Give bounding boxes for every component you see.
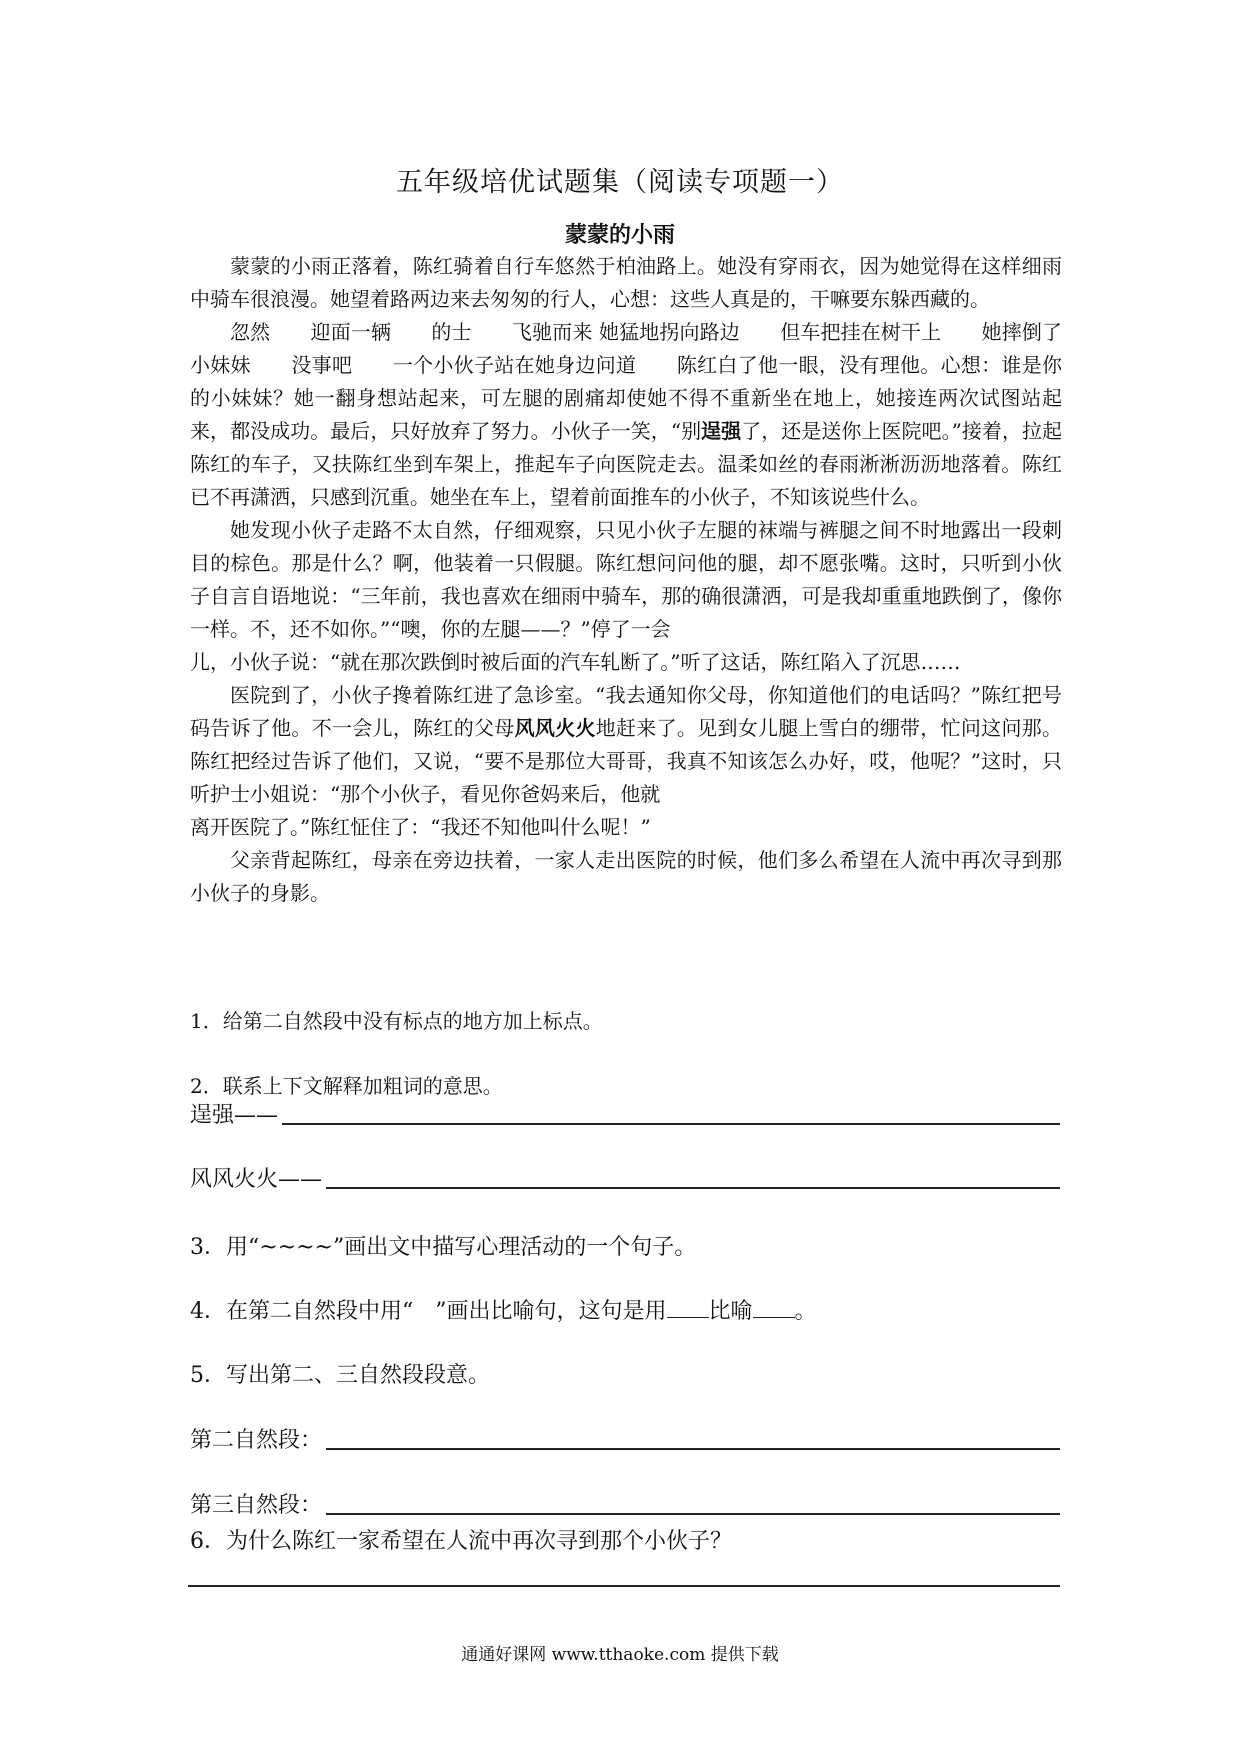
blank-1[interactable] <box>667 1316 709 1318</box>
paragraph-5: 父亲背起陈红，母亲在旁边扶着，一家人走出医院的时候，他们多么希望在人流中再次寻到那小伙子的身影。 <box>190 848 1062 905</box>
footer-credit: 通通好课网 www.tthaoke.com 提供下载 <box>461 1645 779 1665</box>
para2-label: 第二自然段： <box>190 1428 323 1453</box>
answer-line-word2[interactable] <box>326 1186 1060 1189</box>
answer-row-word1 <box>190 1098 1060 1129</box>
story-text <box>190 250 1102 910</box>
question-6: 6．为什么陈红一家希望在人流中再次寻到那个小伙子？ <box>190 1529 732 1554</box>
answer-row-word2 <box>190 1162 1060 1193</box>
answer-line-q6[interactable] <box>188 1585 1060 1587</box>
answer-line-para2[interactable] <box>326 1447 1060 1450</box>
answer-row-para2 <box>190 1423 1060 1454</box>
word2-label: 风风火火—— <box>190 1167 323 1192</box>
document-title: 五年级培优试题集（阅读专项题一） <box>396 167 844 198</box>
answer-row-para3 <box>190 1488 1060 1519</box>
paragraph-1: 蒙蒙的小雨正落着，陈红骑着自行车悠然于柏油路上。她没有穿雨衣，因为她觉得在这样细雨中骑车很浪漫。她望着路两边来去匆匆的行人，心想：这些人真是的，干嘛要东躲西藏的。 <box>190 254 1062 311</box>
question-4 <box>190 1294 817 1325</box>
question-1: 1．给第二自然段中没有标点的地方加上标点。 <box>190 1009 603 1033</box>
question-4-part-c: 。 <box>794 1299 817 1324</box>
answer-line-para3[interactable] <box>326 1512 1060 1515</box>
question-4-part-a: 4．在第二自然段中用“ ”画出比喻句，这句是用 <box>190 1299 667 1324</box>
paragraph-4: 医院到了，小伙子搀着陈红进了急诊室。“我去通知你父母，你知道他们的电话吗？”陈红把号码告诉了他。不一会儿，陈红的父母风风火火地赶来了。见到女儿腿上雪白的绷带，忙问这问那。陈红把经过告诉了他们，又说，“要不是那位大哥哥，我真不知该怎么办好，哎，他呢？”这时，只听护士小姐说：“那个小伙子，看见你爸妈来后，他就 <box>190 683 1063 806</box>
paragraph-4-continued: 离开医院了。”陈红怔住了：“我还不知他叫什么呢！” <box>190 815 651 839</box>
word1-label: 逞强—— <box>190 1103 279 1128</box>
question-2: 2．联系上下文解释加粗词的意思。 <box>190 1074 503 1098</box>
paragraph-3: 她发现小伙子走路不太自然，仔细观察，只见小伙子左腿的袜端与裤腿之间不时地露出一段刺目的棕色。那是什么？啊，他装着一只假腿。陈红想问问他的腿，却不愿张嘴。这时，只听到小伙子自言自语地说：“三年前，我也喜欢在细雨中骑车，那的确很潇洒，可是我却重重地跌倒了，像你一样。不，还不如你。”“噢，你的左腿——？”停了一会 <box>190 518 1062 641</box>
question-3: 3．用“~~~~”画出文中描写心理活动的一个句子。 <box>190 1235 697 1260</box>
emphasized-word: 风风火火 <box>514 716 596 740</box>
paragraph-3-continued: 儿，小伙子说：“就在那次跌倒时被后面的汽车轧断了。”听了这话，陈红陷入了沉思…… <box>190 650 961 674</box>
emphasized-word: 逞强 <box>701 419 742 443</box>
paragraph-2: 忽然 迎面一辆 的士 飞驰而来 她猛地拐向路边 但车把挂在树干上 她摔倒了 小妹妹 没事吧 一个小伙子站在她身边问道 陈红白了他一眼，没有理他。心想：谁是你的小妹妹？她一翻身想站起来，可左腿的剧痛却使她不得不重新坐在地上，她接连两次试图站起来，都没成功。最后，只好放弃了努力。小伙子一笑，“别逞强了，还是送你上医院吧。”接着，拉起陈红的车子，又扶陈红坐到车架上，推起车子向医院走去。温柔如丝的春雨淅淅沥沥地落着。陈红已不再潇洒，只感到沉重。她坐在车上，望着前面推车的小伙子，不知该说些什么。 <box>190 320 1102 509</box>
question-5: 5．写出第二、三自然段段意。 <box>190 1363 490 1388</box>
question-4-part-b: 比喻 <box>708 1299 753 1324</box>
para3-label: 第三自然段： <box>190 1493 323 1518</box>
answer-line-word1[interactable] <box>282 1122 1060 1125</box>
story-title: 蒙蒙的小雨 <box>564 222 675 248</box>
blank-2[interactable] <box>753 1316 795 1318</box>
